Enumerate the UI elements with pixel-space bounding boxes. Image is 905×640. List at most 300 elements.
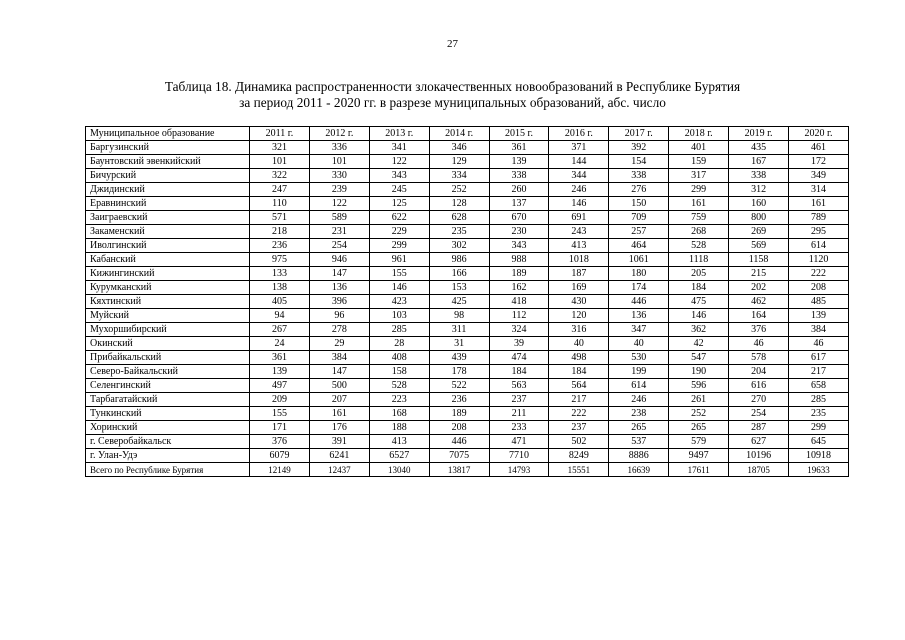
value-cell: 361 [250, 351, 310, 365]
value-cell: 19633 [789, 463, 849, 477]
value-cell: 299 [789, 421, 849, 435]
value-cell: 168 [369, 407, 429, 421]
header-row [86, 127, 849, 141]
value-cell: 537 [609, 435, 669, 449]
value-cell: 146 [669, 309, 729, 323]
municipality-name-cell: Кижингинский [86, 267, 250, 281]
value-cell: 349 [789, 169, 849, 183]
value-cell: 261 [669, 393, 729, 407]
value-cell: 658 [789, 379, 849, 393]
total-row [86, 463, 849, 477]
municipality-name-cell: Иволгинский [86, 239, 250, 253]
value-cell: 475 [669, 295, 729, 309]
value-cell: 324 [489, 323, 549, 337]
value-cell: 211 [489, 407, 549, 421]
value-cell: 15551 [549, 463, 609, 477]
municipality-name-cell: Мухоршибирский [86, 323, 250, 337]
value-cell: 6527 [369, 449, 429, 463]
value-cell: 498 [549, 351, 609, 365]
value-cell: 312 [729, 183, 789, 197]
value-cell: 31 [429, 337, 489, 351]
value-cell: 627 [729, 435, 789, 449]
value-cell: 287 [729, 421, 789, 435]
value-cell: 423 [369, 295, 429, 309]
value-cell: 101 [309, 155, 369, 169]
value-cell: 338 [609, 169, 669, 183]
value-cell: 189 [429, 407, 489, 421]
value-cell: 235 [429, 225, 489, 239]
municipality-name-cell: Джидинский [86, 183, 250, 197]
value-cell: 245 [369, 183, 429, 197]
value-cell: 24 [250, 337, 310, 351]
value-cell: 252 [669, 407, 729, 421]
municipality-name-cell: Еравнинский [86, 197, 250, 211]
table-row [86, 449, 849, 463]
value-cell: 500 [309, 379, 369, 393]
value-cell: 278 [309, 323, 369, 337]
value-cell: 217 [549, 393, 609, 407]
value-cell: 800 [729, 211, 789, 225]
municipality-name-cell: Кабанский [86, 253, 250, 267]
value-cell: 709 [609, 211, 669, 225]
table-row [86, 267, 849, 281]
value-cell: 616 [729, 379, 789, 393]
value-cell: 485 [789, 295, 849, 309]
value-cell: 217 [789, 365, 849, 379]
table-row [86, 141, 849, 155]
value-cell: 569 [729, 239, 789, 253]
value-cell: 346 [429, 141, 489, 155]
value-cell: 146 [549, 197, 609, 211]
value-cell: 338 [489, 169, 549, 183]
value-cell: 391 [309, 435, 369, 449]
value-cell: 190 [669, 365, 729, 379]
value-cell: 371 [549, 141, 609, 155]
value-cell: 94 [250, 309, 310, 323]
municipality-name-cell: Тункинский [86, 407, 250, 421]
value-cell: 295 [789, 225, 849, 239]
municipality-name-cell: Окинский [86, 337, 250, 351]
value-cell: 464 [609, 239, 669, 253]
value-cell: 628 [429, 211, 489, 225]
table-row [86, 421, 849, 435]
value-cell: 530 [609, 351, 669, 365]
value-cell: 154 [609, 155, 669, 169]
value-cell: 167 [729, 155, 789, 169]
value-cell: 267 [250, 323, 310, 337]
value-cell: 344 [549, 169, 609, 183]
value-cell: 1018 [549, 253, 609, 267]
value-cell: 347 [609, 323, 669, 337]
value-cell: 268 [669, 225, 729, 239]
value-cell: 147 [309, 365, 369, 379]
value-cell: 188 [369, 421, 429, 435]
value-cell: 230 [489, 225, 549, 239]
value-cell: 236 [250, 239, 310, 253]
value-cell: 596 [669, 379, 729, 393]
value-cell: 166 [429, 267, 489, 281]
value-cell: 579 [669, 435, 729, 449]
value-cell: 155 [369, 267, 429, 281]
table-row [86, 183, 849, 197]
value-cell: 122 [309, 197, 369, 211]
value-cell: 322 [250, 169, 310, 183]
value-cell: 169 [549, 281, 609, 295]
municipality-name-cell: Закаменский [86, 225, 250, 239]
value-cell: 40 [609, 337, 669, 351]
value-cell: 361 [489, 141, 549, 155]
value-cell: 136 [609, 309, 669, 323]
value-cell: 146 [369, 281, 429, 295]
value-cell: 204 [729, 365, 789, 379]
value-cell: 302 [429, 239, 489, 253]
municipality-name-cell: Муйский [86, 309, 250, 323]
value-cell: 139 [489, 155, 549, 169]
column-header-year: 2011 г. [250, 127, 310, 141]
value-cell: 946 [309, 253, 369, 267]
table-row [86, 407, 849, 421]
column-header-year: 2013 г. [369, 127, 429, 141]
value-cell: 218 [250, 225, 310, 239]
value-cell: 205 [669, 267, 729, 281]
value-cell: 578 [729, 351, 789, 365]
municipality-name-cell: Хоринский [86, 421, 250, 435]
value-cell: 384 [789, 323, 849, 337]
value-cell: 789 [789, 211, 849, 225]
table-row [86, 435, 849, 449]
value-cell: 439 [429, 351, 489, 365]
value-cell: 46 [729, 337, 789, 351]
value-cell: 425 [429, 295, 489, 309]
value-cell: 338 [729, 169, 789, 183]
value-cell: 474 [489, 351, 549, 365]
value-cell: 160 [729, 197, 789, 211]
value-cell: 122 [369, 155, 429, 169]
municipality-name-cell: Бичурский [86, 169, 250, 183]
value-cell: 164 [729, 309, 789, 323]
table-row [86, 239, 849, 253]
value-cell: 14793 [489, 463, 549, 477]
value-cell: 330 [309, 169, 369, 183]
value-cell: 120 [549, 309, 609, 323]
table-row [86, 225, 849, 239]
value-cell: 265 [669, 421, 729, 435]
column-header-year: 2018 г. [669, 127, 729, 141]
value-cell: 243 [549, 225, 609, 239]
value-cell: 547 [669, 351, 729, 365]
value-cell: 28 [369, 337, 429, 351]
value-cell: 110 [250, 197, 310, 211]
value-cell: 334 [429, 169, 489, 183]
value-cell: 645 [789, 435, 849, 449]
value-cell: 178 [429, 365, 489, 379]
value-cell: 129 [429, 155, 489, 169]
value-cell: 343 [369, 169, 429, 183]
value-cell: 13817 [429, 463, 489, 477]
value-cell: 563 [489, 379, 549, 393]
value-cell: 237 [489, 393, 549, 407]
value-cell: 171 [250, 421, 310, 435]
value-cell: 187 [549, 267, 609, 281]
value-cell: 13040 [369, 463, 429, 477]
value-cell: 133 [250, 267, 310, 281]
value-cell: 176 [309, 421, 369, 435]
table-row [86, 253, 849, 267]
municipality-name-cell: Всего по Республике Бурятия [86, 463, 250, 477]
value-cell: 222 [549, 407, 609, 421]
value-cell: 150 [609, 197, 669, 211]
value-cell: 1120 [789, 253, 849, 267]
municipality-name-cell: Баунтовский эвенкийский [86, 155, 250, 169]
column-header-year: 2019 г. [729, 127, 789, 141]
value-cell: 103 [369, 309, 429, 323]
value-cell: 265 [609, 421, 669, 435]
value-cell: 29 [309, 337, 369, 351]
value-cell: 125 [369, 197, 429, 211]
value-cell: 341 [369, 141, 429, 155]
value-cell: 136 [309, 281, 369, 295]
table-row [86, 281, 849, 295]
value-cell: 502 [549, 435, 609, 449]
value-cell: 252 [429, 183, 489, 197]
value-cell: 236 [429, 393, 489, 407]
value-cell: 237 [549, 421, 609, 435]
value-cell: 446 [429, 435, 489, 449]
value-cell: 270 [729, 393, 789, 407]
value-cell: 42 [669, 337, 729, 351]
value-cell: 418 [489, 295, 549, 309]
value-cell: 362 [669, 323, 729, 337]
value-cell: 528 [369, 379, 429, 393]
value-cell: 471 [489, 435, 549, 449]
value-cell: 396 [309, 295, 369, 309]
value-cell: 7075 [429, 449, 489, 463]
value-cell: 759 [669, 211, 729, 225]
value-cell: 16639 [609, 463, 669, 477]
value-cell: 1158 [729, 253, 789, 267]
value-cell: 46 [789, 337, 849, 351]
value-cell: 184 [669, 281, 729, 295]
value-cell: 247 [250, 183, 310, 197]
value-cell: 961 [369, 253, 429, 267]
value-cell: 497 [250, 379, 310, 393]
value-cell: 975 [250, 253, 310, 267]
column-header-year: 2015 г. [489, 127, 549, 141]
column-header-year: 2017 г. [609, 127, 669, 141]
value-cell: 153 [429, 281, 489, 295]
table-row [86, 351, 849, 365]
municipality-name-cell: г. Улан-Удэ [86, 449, 250, 463]
value-cell: 435 [729, 141, 789, 155]
table-row [86, 211, 849, 225]
value-cell: 336 [309, 141, 369, 155]
value-cell: 128 [429, 197, 489, 211]
value-cell: 986 [429, 253, 489, 267]
value-cell: 246 [549, 183, 609, 197]
value-cell: 239 [309, 183, 369, 197]
value-cell: 614 [789, 239, 849, 253]
column-header-year: 2014 г. [429, 127, 489, 141]
value-cell: 9497 [669, 449, 729, 463]
table-row [86, 379, 849, 393]
table-row [86, 365, 849, 379]
value-cell: 96 [309, 309, 369, 323]
table-row [86, 155, 849, 169]
table-row [86, 197, 849, 211]
value-cell: 317 [669, 169, 729, 183]
municipality-name-cell: г. Северобайкальск [86, 435, 250, 449]
column-header-municipality: Муниципальное образование [86, 127, 250, 141]
value-cell: 285 [789, 393, 849, 407]
column-header-year: 2020 г. [789, 127, 849, 141]
value-cell: 617 [789, 351, 849, 365]
value-cell: 316 [549, 323, 609, 337]
table-row [86, 323, 849, 337]
value-cell: 1118 [669, 253, 729, 267]
value-cell: 199 [609, 365, 669, 379]
value-cell: 233 [489, 421, 549, 435]
value-cell: 408 [369, 351, 429, 365]
page-number: 27 [447, 38, 458, 50]
value-cell: 522 [429, 379, 489, 393]
value-cell: 311 [429, 323, 489, 337]
value-cell: 462 [729, 295, 789, 309]
prevalence-table [85, 126, 849, 477]
municipality-name-cell: Тарбагатайский [86, 393, 250, 407]
value-cell: 988 [489, 253, 549, 267]
value-cell: 8886 [609, 449, 669, 463]
municipality-name-cell: Заиграевский [86, 211, 250, 225]
value-cell: 392 [609, 141, 669, 155]
value-cell: 8249 [549, 449, 609, 463]
value-cell: 147 [309, 267, 369, 281]
value-cell: 138 [250, 281, 310, 295]
value-cell: 184 [489, 365, 549, 379]
value-cell: 139 [789, 309, 849, 323]
municipality-name-cell: Северо-Байкальский [86, 365, 250, 379]
value-cell: 137 [489, 197, 549, 211]
municipality-name-cell: Баргузинский [86, 141, 250, 155]
value-cell: 7710 [489, 449, 549, 463]
value-cell: 430 [549, 295, 609, 309]
value-cell: 384 [309, 351, 369, 365]
value-cell: 376 [729, 323, 789, 337]
value-cell: 257 [609, 225, 669, 239]
table-row [86, 295, 849, 309]
value-cell: 209 [250, 393, 310, 407]
value-cell: 413 [369, 435, 429, 449]
value-cell: 184 [549, 365, 609, 379]
value-cell: 314 [789, 183, 849, 197]
value-cell: 614 [609, 379, 669, 393]
caption-line-2: за период 2011 - 2020 гг. в разрезе муниципальных образований, абс. число [239, 95, 666, 110]
value-cell: 222 [789, 267, 849, 281]
value-cell: 1061 [609, 253, 669, 267]
value-cell: 6241 [309, 449, 369, 463]
value-cell: 229 [369, 225, 429, 239]
value-cell: 269 [729, 225, 789, 239]
table-caption [0, 79, 905, 111]
value-cell: 10196 [729, 449, 789, 463]
caption-line-1: Таблица 18. Динамика распространенности злокачественных новообразований в Республике Бурятия [164, 79, 741, 94]
municipality-name-cell: Прибайкальский [86, 351, 250, 365]
value-cell: 12149 [250, 463, 310, 477]
value-cell: 6079 [250, 449, 310, 463]
value-cell: 215 [729, 267, 789, 281]
value-cell: 98 [429, 309, 489, 323]
value-cell: 17611 [669, 463, 729, 477]
value-cell: 174 [609, 281, 669, 295]
value-cell: 12437 [309, 463, 369, 477]
value-cell: 202 [729, 281, 789, 295]
value-cell: 161 [669, 197, 729, 211]
value-cell: 401 [669, 141, 729, 155]
value-cell: 622 [369, 211, 429, 225]
value-cell: 189 [489, 267, 549, 281]
value-cell: 276 [609, 183, 669, 197]
column-header-year: 2012 г. [309, 127, 369, 141]
value-cell: 40 [549, 337, 609, 351]
value-cell: 207 [309, 393, 369, 407]
value-cell: 10918 [789, 449, 849, 463]
table-row [86, 393, 849, 407]
value-cell: 343 [489, 239, 549, 253]
value-cell: 161 [789, 197, 849, 211]
municipality-name-cell: Кяхтинский [86, 295, 250, 309]
value-cell: 299 [369, 239, 429, 253]
value-cell: 39 [489, 337, 549, 351]
value-cell: 158 [369, 365, 429, 379]
value-cell: 589 [309, 211, 369, 225]
value-cell: 413 [549, 239, 609, 253]
value-cell: 528 [669, 239, 729, 253]
value-cell: 18705 [729, 463, 789, 477]
value-cell: 405 [250, 295, 310, 309]
value-cell: 161 [309, 407, 369, 421]
value-cell: 235 [789, 407, 849, 421]
value-cell: 139 [250, 365, 310, 379]
value-cell: 162 [489, 281, 549, 295]
value-cell: 446 [609, 295, 669, 309]
value-cell: 155 [250, 407, 310, 421]
value-cell: 208 [789, 281, 849, 295]
value-cell: 254 [729, 407, 789, 421]
table-row [86, 337, 849, 351]
municipality-name-cell: Курумканский [86, 281, 250, 295]
value-cell: 180 [609, 267, 669, 281]
value-cell: 299 [669, 183, 729, 197]
value-cell: 208 [429, 421, 489, 435]
value-cell: 172 [789, 155, 849, 169]
value-cell: 260 [489, 183, 549, 197]
table-body [86, 141, 849, 477]
value-cell: 670 [489, 211, 549, 225]
column-header-year: 2016 г. [549, 127, 609, 141]
value-cell: 461 [789, 141, 849, 155]
value-cell: 238 [609, 407, 669, 421]
value-cell: 564 [549, 379, 609, 393]
value-cell: 246 [609, 393, 669, 407]
value-cell: 285 [369, 323, 429, 337]
value-cell: 376 [250, 435, 310, 449]
value-cell: 223 [369, 393, 429, 407]
value-cell: 691 [549, 211, 609, 225]
value-cell: 231 [309, 225, 369, 239]
table-row [86, 169, 849, 183]
table-row [86, 309, 849, 323]
value-cell: 101 [250, 155, 310, 169]
value-cell: 159 [669, 155, 729, 169]
